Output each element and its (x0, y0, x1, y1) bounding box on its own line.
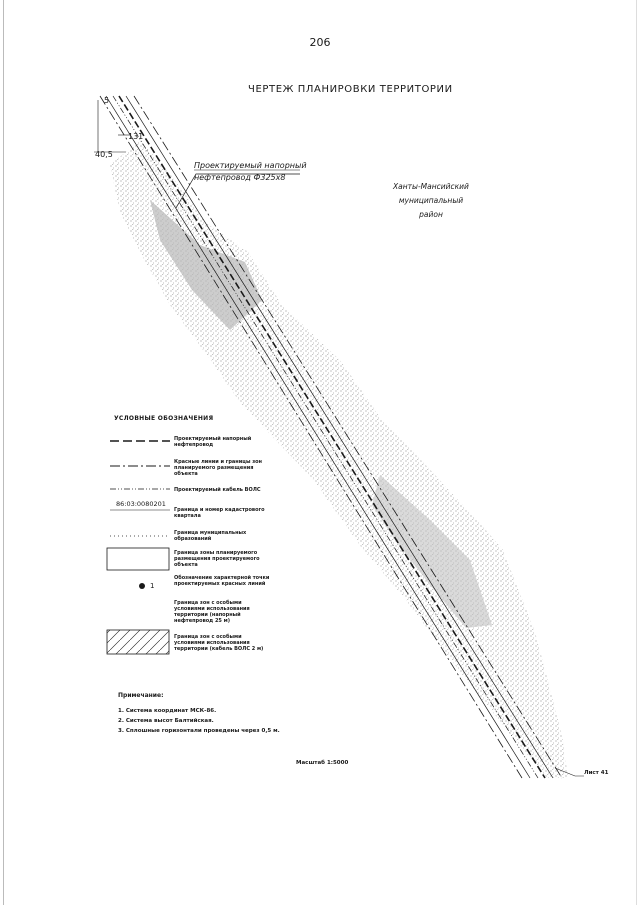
legend-point-number: 1 (150, 582, 155, 590)
legend-item-point: Обозначение характерной точки проектируемых красных линий (174, 575, 270, 587)
legend-symbol-hatched-zone (107, 630, 169, 654)
pipeline-label-line1: Проектируемый напорный (194, 161, 307, 170)
legend-item-cable: Проектируемый кабель ВОЛС (174, 487, 261, 493)
cadastral-quarter-code: 86:03:0080201 (116, 500, 166, 508)
legend-item-zone-cable: Граница зон с особыми условиями использования территории (кабель ВОЛС 2 м) (174, 634, 264, 652)
pipeline-label (194, 160, 307, 184)
municipality-label-line1: Ханты-Мансийский (393, 182, 469, 191)
legend-symbol-zone (107, 548, 169, 570)
page-title: ЧЕРТЕЖ ПЛАНИРОВКИ ТЕРРИТОРИИ (248, 84, 453, 95)
sheet-number: Лист 41 (584, 770, 609, 776)
pipeline-label-line2: нефтепровод Ф325х8 (194, 173, 286, 182)
dimension-mid-value: 40,5 (95, 150, 113, 159)
page-number: 206 (309, 36, 331, 49)
legend-title: УСЛОВНЫЕ ОБОЗНАЧЕНИЯ (114, 415, 214, 422)
municipality-label-line2: муниципальный район (398, 196, 464, 219)
map-scale: Масштаб 1:5000 (296, 760, 349, 766)
legend-symbol-point (139, 583, 145, 589)
municipality-label (386, 180, 476, 222)
legend-item-red-lines: Красные линии и границы зон планируемого размещения объекта (174, 459, 263, 477)
notes-title: Примечание: (118, 692, 164, 699)
legend-item-oil-pipeline: Проектируемый напорный нефтепровод (174, 436, 252, 448)
dimension-top-value: 5 (104, 96, 110, 105)
legend-item-municipal: Граница муниципальных образований (174, 530, 247, 542)
legend-item-zone-oil: Граница зон с особыми условиями использования территории (напорный нефтепровод 25 м) (174, 600, 250, 624)
note-2: 2. Система высот Балтийская. (118, 718, 214, 724)
legend-item-zone: Граница зоны планируемого размещения проектируемого объекта (174, 550, 260, 568)
dimension-side-value: 131 (128, 132, 144, 141)
note-1: 1. Система координат МСК-86. (118, 708, 217, 714)
note-3: 3. Сплошные горизонтали проведены через 0,5 м. (118, 728, 280, 734)
legend-item-cadastral: Граница и номер кадастрового квартала (174, 507, 265, 519)
